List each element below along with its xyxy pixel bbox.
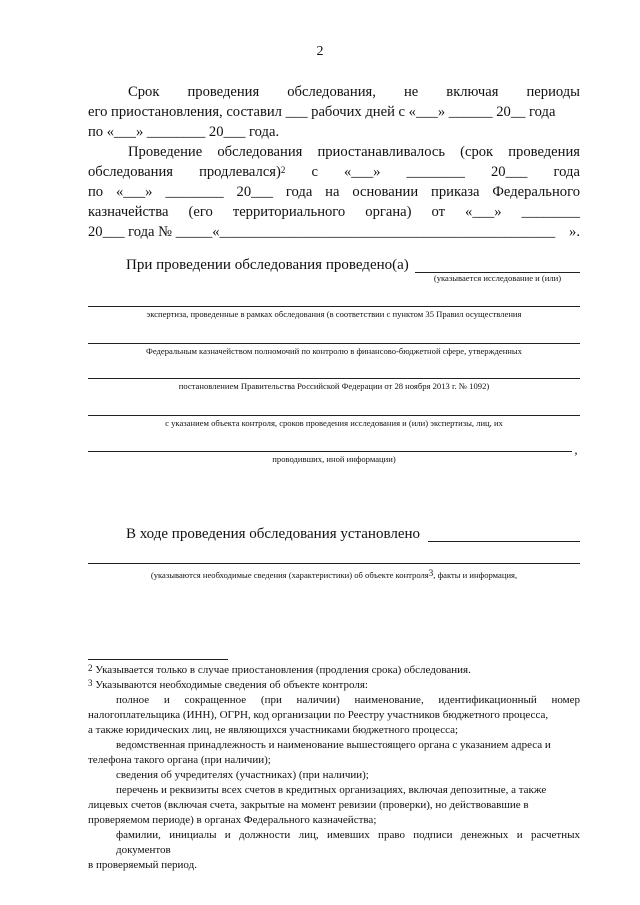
blank-line (88, 343, 580, 344)
blank-line (428, 541, 580, 542)
blank-line (88, 378, 580, 379)
para2-line3: по «___» ________ 20___ года на основании приказа Федерального (88, 184, 580, 200)
para1-line3: по «___» ________ 20___ года. (88, 124, 280, 140)
footnote-ref-2: 2 (280, 165, 286, 175)
footnote-item-5-line2: в проверяемый период. (88, 859, 197, 871)
footnote-item-2-line1: ведомственная принадлежность и наименование вышестоящего органа с указанием адреса и (116, 739, 551, 751)
hint-1: (указывается исследование и (или) (433, 273, 562, 283)
hint-3: Федеральным казначейством полномочий по контролю в финансово-бюджетной сфере, утвержденных (146, 346, 522, 356)
page-number: 2 (316, 44, 324, 59)
hint-7: (указываются необходимые сведения (характеристики) об объекте контроля$^3$, факты и информация, (150, 568, 518, 580)
blank-line (88, 451, 572, 452)
para2-line5: 20___ года № _____«______________________________________________ ». (88, 224, 580, 240)
trailing-comma: , (574, 442, 578, 457)
hint-4: постановлением Правительства Российской Федерации от 28 ноября 2013 г. № 1092) (178, 381, 490, 391)
blank-line (88, 415, 580, 416)
footnote-item-2-line2: телефона такого органа (при наличии); (88, 754, 271, 766)
footnote-item-1-line1: полное и сокращенное (при наличии) наименование, идентификационный номер (116, 694, 580, 706)
para1-line2: его приостановления, составил ___ рабочих дней с «___» ______ 20__ года (88, 104, 556, 120)
para2-line1: Проведение обследования приостанавливалось (срок проведения (128, 144, 580, 160)
footnote-3: $^3$ Указываются необходимые сведения об объекте контроля: (88, 678, 368, 691)
blank-line (88, 306, 580, 307)
established-lead: В ходе проведения обследования установлено (126, 526, 421, 542)
hint-6: проводивших, иной информации) (272, 454, 396, 464)
footnote-separator (88, 659, 228, 660)
para1-line1: Срок проведения обследования, не включая периоды (128, 84, 580, 100)
suspension-paragraph (88, 142, 580, 242)
footnote-item-3: сведения об учредителях (участниках) (при наличии); (116, 769, 369, 781)
para2-line2: обследования продлевался)$^2$ с «___» ________ 20___ года (88, 164, 580, 180)
footnotes (88, 663, 580, 873)
examination-period-paragraph (88, 82, 580, 142)
footnote-item-5-line1: фамилии, инициалы и должности лиц, имевших право подписи денежных и расчетных документов (116, 829, 580, 856)
blank-line (88, 563, 580, 564)
footnote-item-4-line1: перечень и реквизиты всех счетов в кредитных организациях, включая депозитные, а также (116, 784, 547, 796)
footnote-item-4-line3: проверяемом периоде) в органах Федерального казначейства; (88, 814, 377, 826)
hint-5: с указанием объекта контроля, сроков проведения исследования и (или) экспертизы, лиц, их (165, 418, 503, 428)
footnote-2: $^2$ Указывается только в случае приостановления (продления срока) обследования. (88, 663, 471, 676)
footnote-ref-3: 3 (428, 568, 434, 578)
hint-2: экспертиза, проведенные в рамках обследования (в соответствии с пунктом 35 Правил осуществления (146, 309, 522, 319)
para2-line4: казначейства (его территориального органа) от «___» ________ (88, 204, 580, 220)
footnote-item-1-line3: а также юридических лиц, не являющихся участниками бюджетного процесса; (88, 724, 459, 736)
footnote-item-4-line2: лицевых счетов (включая счета, закрытые на момент ревизии (проверки), но действовавшие в (88, 799, 529, 811)
footnote-item-1-line2: налогоплательщика (ИНН), ОГРН, код организации по Реестру участников бюджетного процесса, (88, 709, 549, 721)
conducted-lead: При проведении обследования проведено(а) (126, 257, 409, 273)
